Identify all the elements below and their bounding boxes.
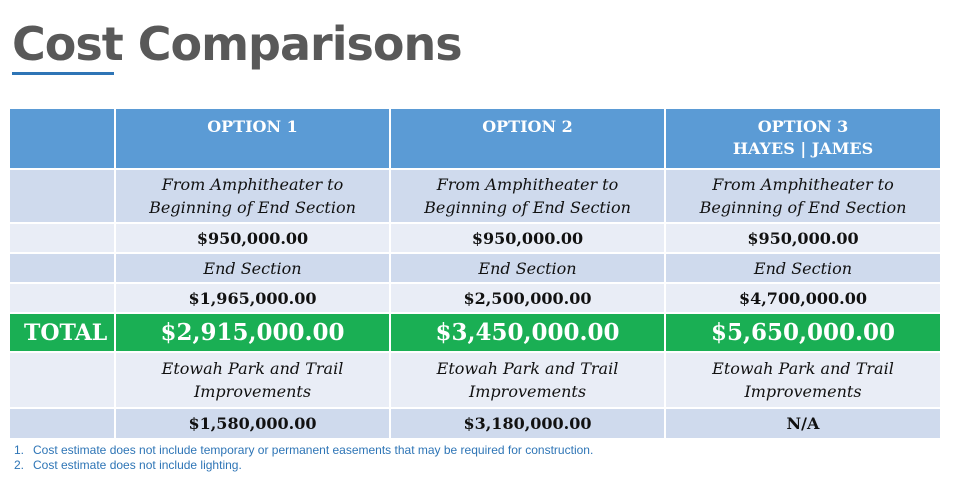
header-option-2	[390, 109, 665, 169]
row-label-cell	[10, 408, 115, 439]
cost-cell: $950,000.00	[665, 223, 940, 253]
table-row	[10, 283, 940, 313]
row-label-cell	[10, 223, 115, 253]
header-corner-cell	[10, 109, 115, 169]
table-header-row	[10, 109, 940, 169]
row-label-cell	[10, 352, 115, 408]
park-description-cell: Etowah Park and Trail Improvements	[665, 352, 940, 408]
total-cost-cell: $3,450,000.00	[390, 313, 665, 352]
total-label: TOTAL	[10, 313, 115, 352]
segment-description-cell: End Section	[665, 253, 940, 283]
row-label-cell	[10, 283, 115, 313]
cost-comparison-table	[10, 109, 940, 440]
park-description-cell: Etowah Park and Trail Improvements	[390, 352, 665, 408]
segment-description-cell: From Amphitheater to Beginning of End Section	[665, 169, 940, 223]
table-row	[10, 223, 940, 253]
footnote-number: 2.	[14, 458, 25, 472]
header-option-3-title: OPTION 3	[757, 117, 849, 136]
header-option-1	[115, 109, 390, 169]
total-row	[10, 313, 940, 352]
cost-cell: $950,000.00	[115, 223, 390, 253]
segment-description-cell: End Section	[115, 253, 390, 283]
table-row	[10, 169, 940, 223]
footnotes	[14, 443, 593, 473]
footnote-item	[14, 443, 593, 458]
footnote-text: Cost estimate does not include temporary or permanent easements that may be required for construction.	[33, 443, 594, 457]
segment-description-cell: From Amphitheater to Beginning of End Section	[115, 169, 390, 223]
cost-cell: $4,700,000.00	[665, 283, 940, 313]
table-row	[10, 408, 940, 439]
footnote-text: Cost estimate does not include lighting.	[33, 458, 242, 472]
cost-cell: $2,500,000.00	[390, 283, 665, 313]
title-underline	[12, 72, 114, 75]
total-cost-cell: $5,650,000.00	[665, 313, 940, 352]
segment-description-cell: From Amphitheater to Beginning of End Section	[390, 169, 665, 223]
header-option-1-title: OPTION 1	[207, 117, 298, 136]
row-label-cell	[10, 169, 115, 223]
footnote-item	[14, 458, 593, 473]
park-cost-cell: $1,580,000.00	[115, 408, 390, 439]
table-row	[10, 253, 940, 283]
cost-cell: $950,000.00	[390, 223, 665, 253]
page-title: Cost Comparisons	[12, 17, 462, 71]
park-cost-cell: $3,180,000.00	[390, 408, 665, 439]
park-cost-cell: N/A	[665, 408, 940, 439]
header-option-3-subtitle: HAYES | JAMES	[732, 139, 874, 158]
cost-cell: $1,965,000.00	[115, 283, 390, 313]
row-label-cell	[10, 253, 115, 283]
park-description-cell: Etowah Park and Trail Improvements	[115, 352, 390, 408]
total-cost-cell: $2,915,000.00	[115, 313, 390, 352]
footnote-number: 1.	[14, 443, 25, 457]
header-option-2-title: OPTION 2	[482, 117, 573, 136]
header-option-3	[665, 109, 940, 169]
segment-description-cell: End Section	[390, 253, 665, 283]
table-row	[10, 352, 940, 408]
